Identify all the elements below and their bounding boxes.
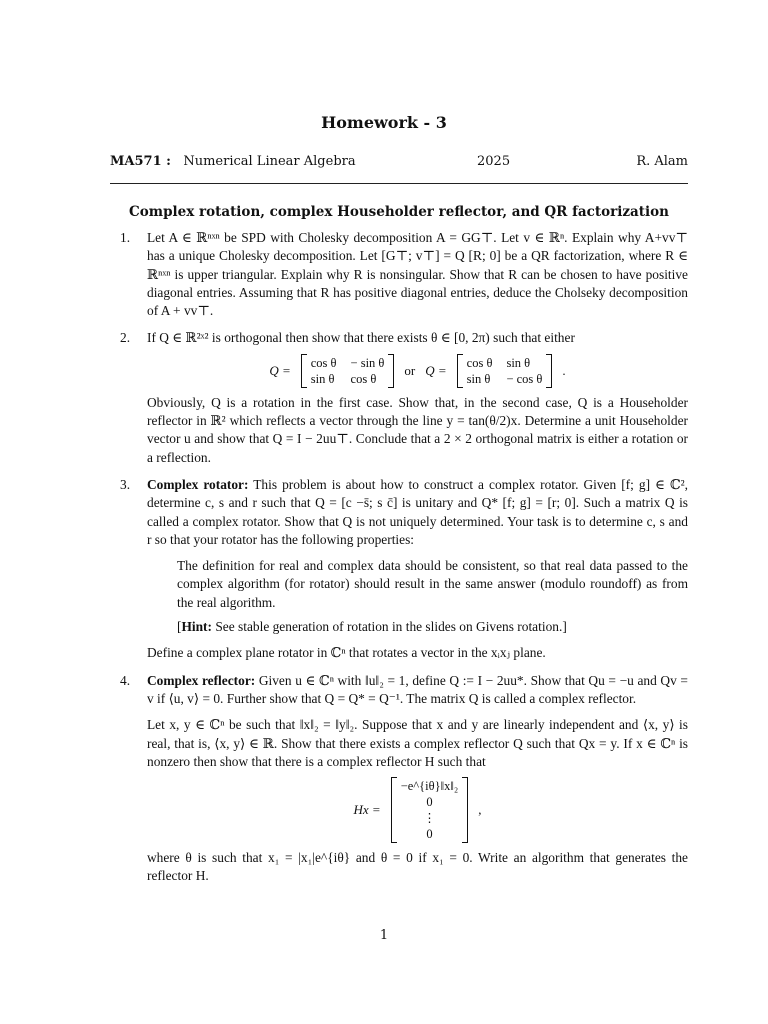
equation-lhs: Q = xyxy=(425,362,447,378)
course-code: MA571 : xyxy=(110,154,171,169)
matrix-cell: cos θ xyxy=(466,355,493,370)
result-vector xyxy=(391,777,469,843)
problem-text: Let x, y ∈ ℂⁿ be such that ‖x‖₂ = ‖y‖₂. Suppose that x and y are linearly independent and ⟨x, y⟩ is real, that is, ⟨x, y⟩ ∈ ℝ. Show that there exists a complex reflector Q such that Qx = y. If x ∈ ℂⁿ is nonzero then show that there is a complex reflector H such that xyxy=(147,717,688,769)
problem-text: Let A ∈ ℝⁿˣⁿ be SPD with Cholesky decomposition A = GG⊤. Let v ∈ ℝⁿ. Explain why A+vv⊤ has a unique Cholesky decomposition. Let [G⊤; v⊤] = Q [R; 0] be a QR factorization, where R ∈ ℝⁿˣⁿ is upper triangular. Explain why R is nonsingular. Show that R can be chosen to have positive diagonal entries. Assuming that R has positive diagonal entries, deduce the Cholseky decomposition of A + vv⊤. xyxy=(147,230,688,319)
matrix-cell: sin θ xyxy=(506,355,531,370)
vector-cell: 0 xyxy=(426,795,433,810)
problem-text xyxy=(147,476,688,549)
hint-body: See stable generation of rotation in the slides on Givens rotation. xyxy=(215,619,563,635)
householder-equation xyxy=(147,777,688,843)
problem-1 xyxy=(110,229,688,320)
problem-text: Obviously, Q is a rotation in the first case. Show that, in the second case, Q is a Householder reflector in ℝ² which reflects a vector through the line y = tan(θ/2)x. Determine a unit Householder vector u and show that Q = I − 2uu⊤. Conclude that a 2 × 2 orthogonal matrix is either a rotation or a reflection. xyxy=(147,394,688,465)
year: 2025 xyxy=(477,154,511,169)
requirement-quote xyxy=(177,557,688,636)
course-name: Numerical Linear Algebra xyxy=(183,154,356,169)
equation-lhs: Q = xyxy=(269,362,291,378)
section-title: Complex rotation, complex Householder reflector, and QR factorization xyxy=(129,204,669,220)
quote-text: The definition for real and complex data should be consistent, so that real data passed to the complex algorithm (for rotator) should result in the same answer (modulo roundoff) as from the real algorithm. xyxy=(177,558,688,610)
equation-end: . xyxy=(562,362,566,378)
course-info xyxy=(110,154,356,169)
matrix-cell: − cos θ xyxy=(506,371,543,386)
document-title: Homework - 3 xyxy=(321,113,447,132)
equation-end: , xyxy=(478,801,482,817)
problem-list xyxy=(110,229,688,895)
problem-text xyxy=(147,672,688,709)
problem-number: 1. xyxy=(120,230,131,245)
problem-3 xyxy=(110,476,688,663)
vector-cell: −e^{iθ}‖x‖₂ xyxy=(400,779,459,794)
problem-lead: Complex reflector: xyxy=(147,672,256,688)
problem-body: This problem is about how to construct a complex rotator. Given [f; g] ∈ ℂ², determine c, s and r such that Q = [c −s̄; s c̄] is unitary and Q* [f; g] = [r; 0]. Such a matrix Q is called a complex rotator. Show that Q is not uniquely determined. Your task is to determine c, s and r so that your rotator has the following properties: xyxy=(147,476,688,547)
matrix-cell: cos θ xyxy=(310,355,337,370)
problem-number: 4. xyxy=(120,672,131,688)
hint-text: [Hint: See stable generation of rotation in the slides on Givens rotation.] xyxy=(177,619,567,635)
problem-4 xyxy=(110,672,688,886)
matrix-cell: sin θ xyxy=(466,371,491,386)
equation-lhs: Hx = xyxy=(353,801,381,817)
or-text: or xyxy=(404,362,416,378)
vector-cell: 0 xyxy=(426,827,433,842)
rotation-matrix xyxy=(301,354,395,388)
problem-number: 3. xyxy=(120,476,131,492)
problem-text: If Q ∈ ℝ²ˣ² is orthogonal then show that there exists θ ∈ [0, 2π) such that either xyxy=(147,330,575,346)
matrix-cell: sin θ xyxy=(310,371,335,386)
hint-label: Hint: xyxy=(181,619,212,635)
reflection-matrix xyxy=(457,354,553,388)
problem-2 xyxy=(110,329,688,466)
author: R. Alam xyxy=(636,154,688,169)
matrix-cell: cos θ xyxy=(350,371,377,386)
problem-text: Define a complex plane rotator in ℂⁿ that rotates a vector in the xᵢxⱼ plane. xyxy=(147,645,546,661)
problem-body: Given u ∈ ℂⁿ with ‖u‖₂ = 1, define Q := I − 2uu*. Show that Qu = −u and Qv = v if ⟨u, v⟩ = 0. Further show that Q = Q* = Q⁻¹. The matrix Q is called a complex reflector. xyxy=(147,672,688,706)
course-header xyxy=(110,154,688,174)
vector-cell: ⋮ xyxy=(423,811,436,826)
matrix-cell: − sin θ xyxy=(350,355,385,370)
problem-number: 2. xyxy=(120,330,131,346)
problem-lead: Complex rotator: xyxy=(147,476,249,492)
page-number: 1 xyxy=(379,928,389,943)
problem-text: where θ is such that x₁ = |x₁|e^{iθ} and θ = 0 if x₁ = 0. Write an algorithm that generates the reflector H. xyxy=(147,850,688,884)
header-rule xyxy=(110,183,688,184)
orthogonal-matrix-equation xyxy=(147,354,688,388)
